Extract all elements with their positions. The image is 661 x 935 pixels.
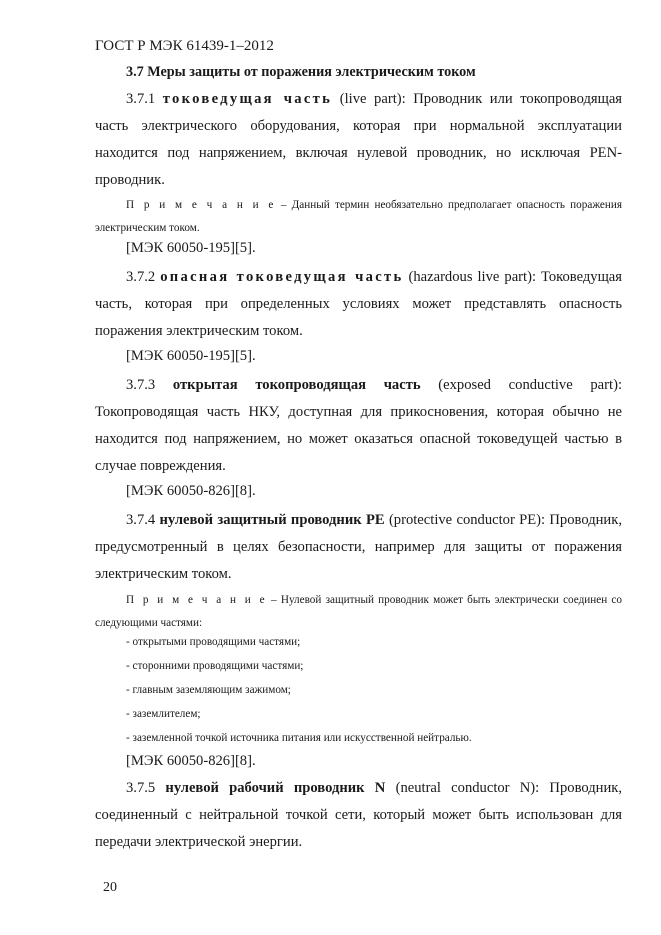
- list-item: - открытыми проводящими частями;: [126, 636, 301, 648]
- reference-3-7-4: [МЭК 60050-826][8].: [126, 753, 256, 769]
- note-3-7-1: [95, 194, 622, 240]
- term-number: 3.7.1: [126, 91, 156, 107]
- list-item: - сторонними проводящими частями;: [126, 660, 304, 672]
- note-text: – Нулевой защитный проводник может быть электрически соединен со следующими частями:: [95, 594, 622, 629]
- term-number: 3.7.2: [126, 269, 156, 285]
- note-3-7-4: [95, 589, 622, 635]
- term-number: 3.7.3: [126, 377, 156, 393]
- term-name: нулевой рабочий проводник N: [165, 780, 386, 796]
- reference-3-7-1: [МЭК 60050-195][5].: [126, 240, 256, 256]
- term-name: нулевой защитный проводник PE: [159, 512, 385, 528]
- note-text: – Данный термин необязательно предполагает опасность поражения электрическим током.: [95, 199, 622, 234]
- term-definition: (neutral conductor N): Проводник, соединенный с нейтральной точкой сети, который может быть использован для передачи электрической энергии.: [95, 780, 623, 850]
- list-item: - заземленной точкой источника питания или искусственной нейтралью.: [126, 732, 472, 744]
- term-definition: (hazardous live part): Токоведущая часть, которая при определенных условиях может представлять опасность поражения электрическим током.: [95, 269, 622, 339]
- term-name: открытая токопроводящая часть: [172, 377, 421, 393]
- term-number: 3.7.5: [126, 780, 156, 796]
- page-number: 20: [103, 880, 117, 895]
- term-3-7-4: [95, 507, 622, 588]
- term-3-7-2: [95, 264, 622, 345]
- term-name: опасная токоведущая часть: [160, 269, 404, 285]
- reference-3-7-2: [МЭК 60050-195][5].: [126, 348, 256, 364]
- note-label: П р и м е ч а н и е: [126, 199, 276, 211]
- term-definition: (live part): Проводник или токопроводящая часть электрического оборудования, которая при нормальной эксплуатации находится под напряжением, включая нулевой проводник, но исключая PEN-проводник.: [95, 91, 623, 188]
- list-item: - главным заземляющим зажимом;: [126, 684, 291, 696]
- section-title: 3.7 Меры защиты от поражения электрическим током: [126, 64, 476, 80]
- term-number: 3.7.4: [126, 512, 156, 528]
- term-name: токоведущая часть: [162, 91, 333, 107]
- term-3-7-3: [95, 372, 622, 480]
- term-3-7-5: [95, 775, 622, 856]
- document-header: ГОСТ Р МЭК 61439-1–2012: [95, 38, 274, 54]
- list-item: - заземлителем;: [126, 708, 201, 720]
- reference-3-7-3: [МЭК 60050-826][8].: [126, 483, 256, 499]
- note-label: П р и м е ч а н и е: [126, 594, 267, 606]
- term-3-7-1: [95, 86, 622, 194]
- term-definition: (protective conductor PE): Проводник, предусмотренный в целях безопасности, например для защиты от поражения электрическим током.: [95, 512, 622, 582]
- term-definition: (exposed conductive part): Токопроводящая часть НКУ, доступная для прикосновения, которая обычно не находится под напряжением, но может оказаться опасной токоведущей частью в случае повреждения.: [95, 377, 622, 474]
